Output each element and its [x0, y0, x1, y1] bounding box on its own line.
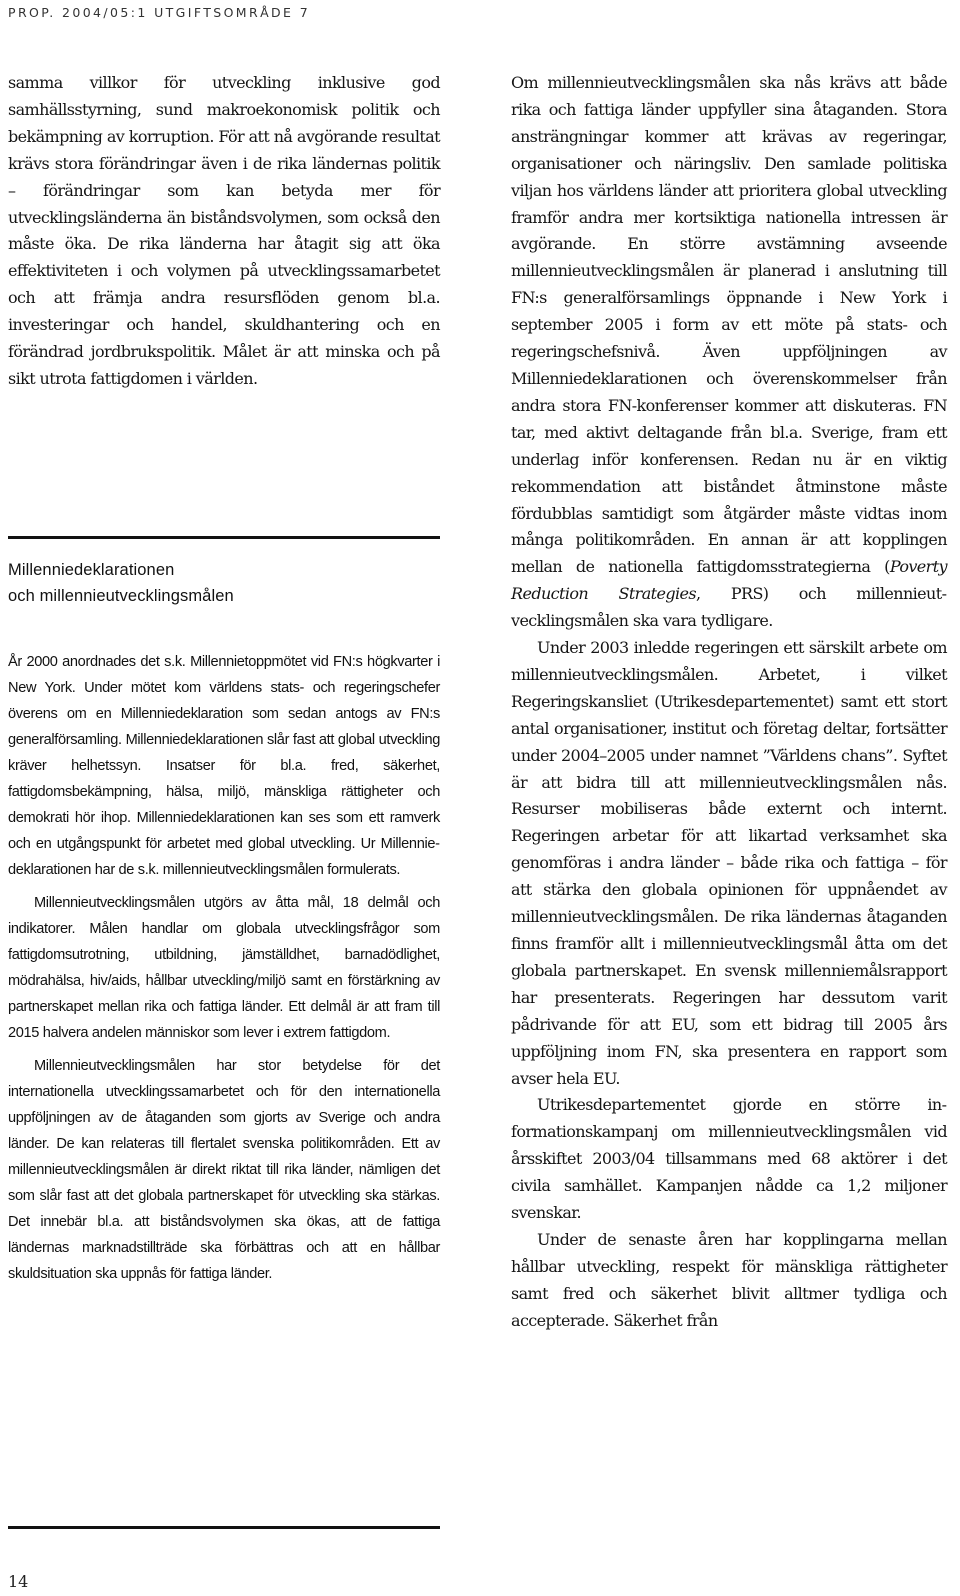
- left-paragraph: samma villkor för utveckling inklusive god samhällsstyrning, sund makroekonomisk politik och bekämpning av korruption. För att nå avgörande resultat krävs stora förändringar även i de rika ländernas politik – förändringar som kan betyda mer för utvecklingsländerna än biståndsvolymen, som också den måste öka. De rika länderna har åtagit sig att öka effektiviteten i och volymen på utvecklingssamarbetet och att främja andra resursflöden genom bl.a. investeringar och handel, skuldhantering och en förändrad jordbrukspolitik. Målet är att minska och på sikt utrota fattigdomen i världen.: [8, 73, 440, 388]
- fact-box-title-line-2: och millennieutvecklingsmålen: [8, 587, 234, 605]
- fact-box-title: [8, 557, 440, 609]
- left-column-text: [8, 70, 440, 393]
- right-column-text: [511, 70, 947, 1335]
- fact-box-title-line-1: Millenniedeklarationen: [8, 561, 175, 579]
- fact-box-bottom-rule: [8, 1526, 440, 1529]
- fact-box-paragraph: År 2000 anordnades det s.k. Millennietoppmötet vid FN:s högkvarter i New York. Under mötet kom världens stats- och regeringschefer överens om en Millenniedeklaration som sedan antogs av FN:s generalförsamling. Millenniedeklarationen slår fast att global utveckling kräver helhetssyn. Insatser för bl.a. fred, säkerhet, fattigdomsbekämpning, hälsa, miljö, mänskliga rättigheter och demokrati hör ihop. Millenniedeklarationen kan ses som ett ramverk och en utgångspunkt för arbetet med global utveckling. Ur Millenniedeklarationen har de s.k. millennieutvecklingsmålen formulerats.: [8, 654, 440, 878]
- right-paragraph: Under de senaste åren har kopplingarna mellan hållbar utveckling, respekt för mänskliga rättigheter samt fred och säkerhet blivit alltmer tydliga och accepterade. Säkerhet från: [511, 1229, 947, 1330]
- fact-box-paragraph: Millennieutvecklingsmålen har stor betydelse för det internationella utvecklingssamarbetet och för den internationella uppföljningen av de åtaganden som gjorts av Sverige och andra länder. De kan relateras till flertalet svenska politikområden. Ett av millennieutvecklingsmålen är direkt riktat till rika länder, nämligen det som slår fast att det globala partnerskapet för utveckling ska stärkas. Det innebär bl.a. att biståndsvolymen ska ökas, att de fattiga ländernas marknadstillträde ska förbättras och att en hållbar skuldsituation ska uppnås för fattiga länder.: [8, 1058, 440, 1282]
- right-paragraph: Utrikesdepartementet gjorde en större informationskampanj om millennieutvecklingsmålen vid årsskiftet 2003/04 tillsammans med 68 aktörer i det civila samhället. Kampanjen nådde ca 1,2 miljoner svenskar.: [511, 1095, 947, 1223]
- fact-box-paragraph: Millennieutvecklingsmålen utgörs av åtta mål, 18 delmål och indikatorer. Målen handlar om globala utvecklingsfrågor som fattigdomsutrotning, utbildning, jämställdhet, barnadödlighet, mödrahälsa, hiv/aids, hållbar utveckling/miljö samt en förstärkning av partnerskapet mellan rika och fattiga länder. Ett delmål är att fram till 2015 halvera andelen människor som lever i extrem fattigdom.: [8, 895, 440, 1041]
- right-paragraph: Under 2003 inledde regeringen ett särskilt arbete om millennieutvecklingsmålen. Arbetet, i vilket Regeringskansliet (Utrikesdepartementet) samt ett stort antal organisationer, institut och företag deltar, fortsätter under 2004–2005 under namnet ”Världens chans”. Syftet är att bidra till att millennieutvecklingsmålen nås. Resurser mobiliseras både externt och internt. Regeringen arbetar för att likartad verksamhet ska genomföras i andra länder – både rika och fattiga – för att stärka den globala opinionen för uppnåendet av millennieutvecklingsmålen. De rika ländernas åtaganden finns framför allt i millennieutvecklingsmål åtta om det globala partnerskapet. En svensk millenniemålsrapport har presenterats. Regeringen har dessutom varit pådrivande för att EU, som ett bidrag till 2005 års uppföljning inom FN, ska presentera en rapport som avser hela EU.: [511, 638, 947, 1088]
- right-paragraph: [511, 70, 947, 635]
- fact-box-body: [8, 649, 440, 1287]
- fact-box: [8, 536, 440, 1287]
- page-number: 14: [8, 1572, 29, 1591]
- right-paragraph-1-part-a: Om millennieutvecklingsmålen ska nås krävs att både rika och fattiga länder uppfyller sina åtaganden. Stora ansträngningar kommer att krävas av regeringar, organisationer och näringsliv. Den samlade politiska viljan hos världens länder att prioritera global utveckling framför andra mer kortsiktiga nationella intressen är avgörande. En större avstämning avseende millennieutvecklingsmålen är planerad i anslutning till FN:s generalförsamlings öppnande i New York i september 2005 i form av ett möte på stats- och regeringschefsnivå. Även uppföljningen av Millenniedeklarationen och överenskommelser från andra stora FN-konferenser kommer att diskuteras. FN tar, med aktivt deltagande från bl.a. Sverige, fram ett underlag inför konferensen. Redan nu är en viktig rekommendation att biståndet åtminstone måste fördubblas samtidigt som åtgärder måste vidtas inom många politikområden. En annan är att kopplingen mellan de nationella fattigdomsstrategierna (: [511, 73, 947, 577]
- right-paragraph-1-part-b: , PRS) och millennieutvecklingsmålen ska vara tydligare.: [511, 584, 947, 631]
- running-head: PROP. 2004/05:1 UTGIFTSOMRÅDE 7: [8, 5, 311, 20]
- right-paragraph-1-italic: Poverty Reduction Strategies: [511, 557, 947, 604]
- fact-box-top-rule: [8, 536, 440, 539]
